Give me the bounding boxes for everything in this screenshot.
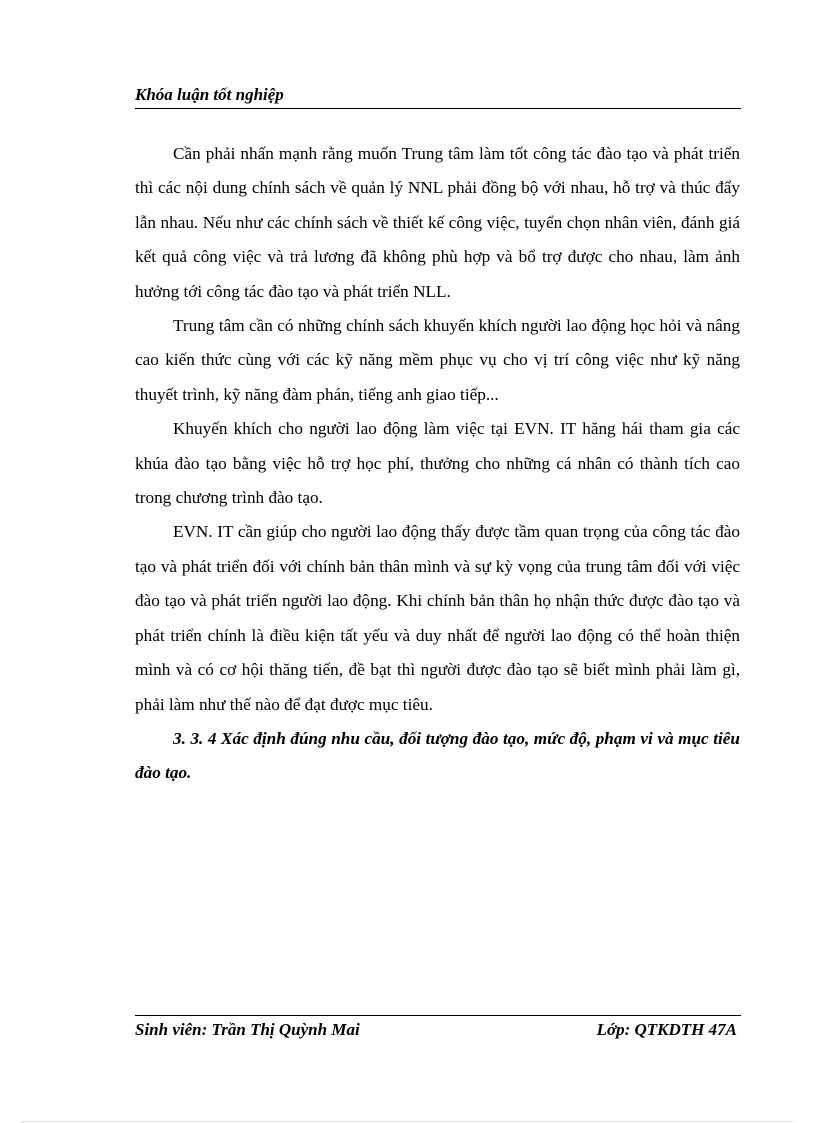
paragraph: EVN. IT cần giúp cho người lao động thấy được tầm quan trọng của công tác đào tạo và phát triển đối với chính bản thân mình và sự kỳ vọng của trung tâm đối với việc đào tạo và phát triển người lao động. Khi chính bản thân họ nhận thức được đào tạo và phát triển chính là điều kiện tất yếu và duy nhất để người lao động có thể hoàn thiện mình và có cơ hội thăng tiến, đề bạt thì người được đào tạo sẽ biết mình phải làm gì, phải làm như thế nào để đạt được mục tiêu. <box>135 522 740 714</box>
paragraph: Khuyến khích cho người lao động làm việc tại EVN. IT hăng hái tham gia các khúa đào tạo bằng việc hỗ trợ học phí, thưởng cho những cá nhân có thành tích cao trong chương trình đào tạo. <box>135 419 740 508</box>
footer-class: Lớp: QTKDTH 47A <box>596 1020 737 1039</box>
section-heading: 3. 3. 4 Xác định đúng nhu cầu, đối tượng đào tạo, mức độ, phạm vi và mục tiêu đào tạo. <box>135 728 740 783</box>
body-text <box>135 137 740 791</box>
paragraph: Trung tâm cần có những chính sách khuyến khích người lao động học hỏi và nâng cao kiến thức cùng với các kỹ năng mềm phục vụ cho vị trí công việc như kỹ năng thuyết trình, kỹ năng đàm phán, tiếng anh giao tiếp... <box>135 316 740 404</box>
page-footer <box>135 1015 741 1046</box>
header-title: Khóa luận tốt nghiệp <box>135 85 284 104</box>
page-bottom-edge <box>22 1121 794 1122</box>
paragraph: Cần phải nhấn mạnh rằng muốn Trung tâm làm tốt công tác đào tạo và phát triển thì các nội dung chính sách về quản lý NNL phải đồng bộ với nhau, hỗ trợ và thúc đẩy lẫn nhau. Nếu như các chính sách về thiết kế công việc, tuyển chọn nhân viên, đánh giá kết quả công việc và trả lương đã không phù hợp và bổ trợ được cho nhau, làm ảnh hưởng tới công tác đào tạo và phát triển NLL. <box>135 144 740 301</box>
footer-student-name: Sinh viên: Trần Thị Quỳnh Mai <box>135 1020 360 1039</box>
page-header <box>135 84 741 109</box>
